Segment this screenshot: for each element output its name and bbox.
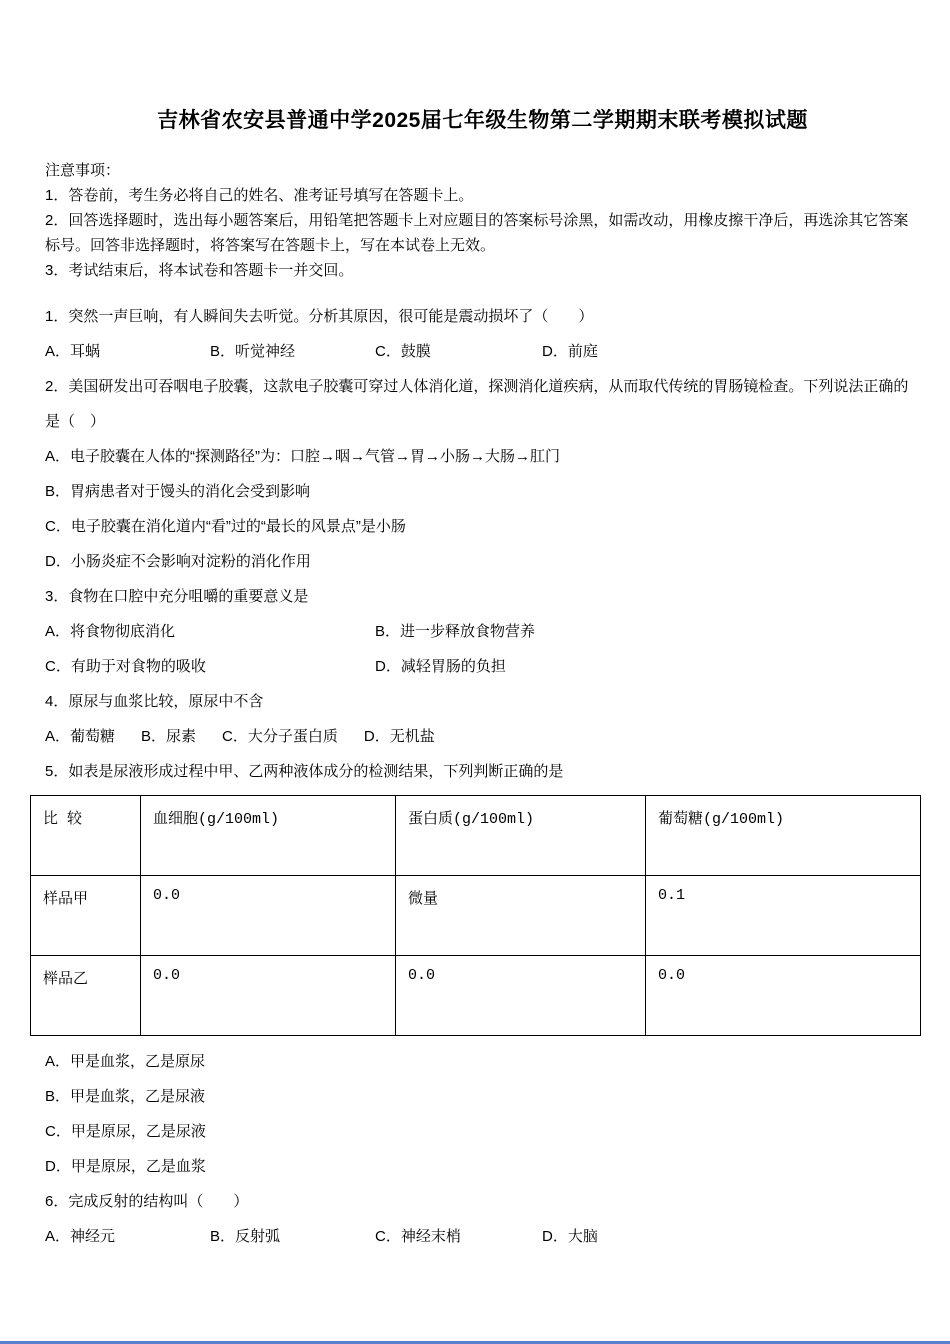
- question-6-option-c: C．神经末梢: [375, 1228, 461, 1245]
- table-header-row: [31, 796, 921, 876]
- table-cell-sample-yi-protein: 0.0: [396, 956, 646, 1036]
- question-4-option-d: D．无机盐: [363, 728, 435, 745]
- table-header-compare: 比 较: [31, 796, 141, 876]
- question-2-option-d: D．小肠炎症不会影响对淀粉的消化作用: [45, 553, 311, 570]
- question-6-stem: 6．完成反射的结构叫（ ）: [45, 1193, 249, 1210]
- question-1-stem: 1．突然一声巨响，有人瞬间失去听觉。分析其原因，很可能是震动损坏了（ ）: [45, 308, 594, 325]
- question-5-option-a: A．甲是血浆，乙是原尿: [45, 1053, 206, 1070]
- table-row-sample-yi: [31, 956, 921, 1036]
- question-3: [45, 579, 920, 684]
- question-1-options: [45, 334, 920, 369]
- question-2-option-c: C．电子胶囊在消化道内“看”过的“最长的风景点”是小肠: [45, 518, 406, 535]
- question-6: [45, 1184, 920, 1254]
- question-1-option-b: B．听觉神经: [210, 343, 296, 360]
- question-3-options-row-1: [45, 614, 920, 649]
- question-1-option-d: D．前庭: [542, 343, 598, 360]
- question-3-stem: 3．食物在口腔中充分咀嚼的重要意义是: [45, 588, 309, 605]
- question-4: [45, 684, 920, 754]
- question-3-options-row-2: [45, 649, 920, 684]
- questions-section: [45, 299, 920, 1254]
- question-2-option-a: A．电子胶囊在人体的“探测路径”为：口腔→咽→气管→胃→小肠→大肠→肛门: [45, 448, 560, 465]
- table-row-sample-jia: [31, 876, 921, 956]
- question-4-options: [45, 719, 920, 754]
- question-1-option-a: A．耳蜗: [45, 343, 101, 360]
- question-2-stem: 2．美国研发出可吞咽电子胶囊，这款电子胶囊可穿过人体消化道，探测消化道疾病，从而取代传统的胃肠镜检查。下列说法正确的是（ ）: [45, 378, 909, 430]
- question-4-option-c: C．大分子蛋白质: [222, 728, 338, 745]
- table-header-blood-cells: 血细胞(g/100ml): [141, 796, 396, 876]
- question-5-option-c: C．甲是原尿，乙是尿液: [45, 1123, 206, 1140]
- question-2: [45, 369, 920, 579]
- question-3-option-c: C．有助于对食物的吸收: [45, 658, 206, 675]
- question-5-stem: 5．如表是尿液形成过程中甲、乙两种液体成分的检测结果，下列判断正确的是: [45, 763, 564, 780]
- table-cell-sample-jia-label: 样品甲: [31, 876, 141, 956]
- question-6-option-a: A．神经元: [45, 1228, 116, 1245]
- question-6-option-d: D．大脑: [542, 1228, 598, 1245]
- question-4-stem: 4．原尿与血浆比较，原尿中不含: [45, 693, 264, 710]
- notice-item-1: 1．答卷前，考生务必将自己的姓名、准考证号填写在答题卡上。: [45, 187, 474, 204]
- table-cell-sample-jia-protein: 微量: [396, 876, 646, 956]
- table-cell-sample-jia-blood: 0.0: [141, 876, 396, 956]
- question-5-option-b: B．甲是血浆，乙是尿液: [45, 1088, 206, 1105]
- question-6-options: [45, 1219, 920, 1254]
- question-2-option-b: B．胃病患者对于馒头的消化会受到影响: [45, 483, 311, 500]
- table-cell-sample-yi-blood: 0.0: [141, 956, 396, 1036]
- question-4-option-b: B．尿素: [141, 728, 197, 745]
- sample-comparison-table: [30, 795, 921, 1036]
- notice-heading: 注意事项：: [45, 162, 121, 179]
- table-cell-sample-yi-label: 榉品乙: [31, 956, 141, 1036]
- notice-item-3: 3．考试结束后，将本试卷和答题卡一并交回。: [45, 262, 354, 279]
- question-3-option-a: A．将食物彻底消化: [45, 623, 176, 640]
- question-3-option-b: B．进一步释放食物营养: [375, 623, 536, 640]
- table-header-protein: 蛋白质(g/100ml): [396, 796, 646, 876]
- question-3-option-d: D．减轻胃肠的负担: [375, 658, 506, 675]
- table-cell-sample-yi-glucose: 0.0: [646, 956, 921, 1036]
- question-1: [45, 299, 920, 369]
- notice-section: [45, 158, 920, 283]
- exam-title: 吉林省农安县普通中学2025届七年级生物第二学期期末联考模拟试题: [157, 109, 808, 132]
- question-1-option-c: C．鼓膜: [375, 343, 431, 360]
- question-5-option-d: D．甲是原尿，乙是血浆: [45, 1158, 206, 1175]
- notice-item-2: 2．回答选择题时，选出每小题答案后，用铅笔把答题卡上对应题目的答案标号涂黑，如需改动，用橡皮擦干净后，再选涂其它答案标号。回答非选择题时，将答案写在答题卡上，写在本试卷上无效。: [45, 212, 909, 254]
- question-6-option-b: B．反射弧: [210, 1228, 281, 1245]
- table-cell-sample-jia-glucose: 0.1: [646, 876, 921, 956]
- table-header-glucose: 葡萄糖(g/100ml): [646, 796, 921, 876]
- question-5: [45, 754, 920, 1184]
- question-4-option-a: A．葡萄糖: [45, 728, 116, 745]
